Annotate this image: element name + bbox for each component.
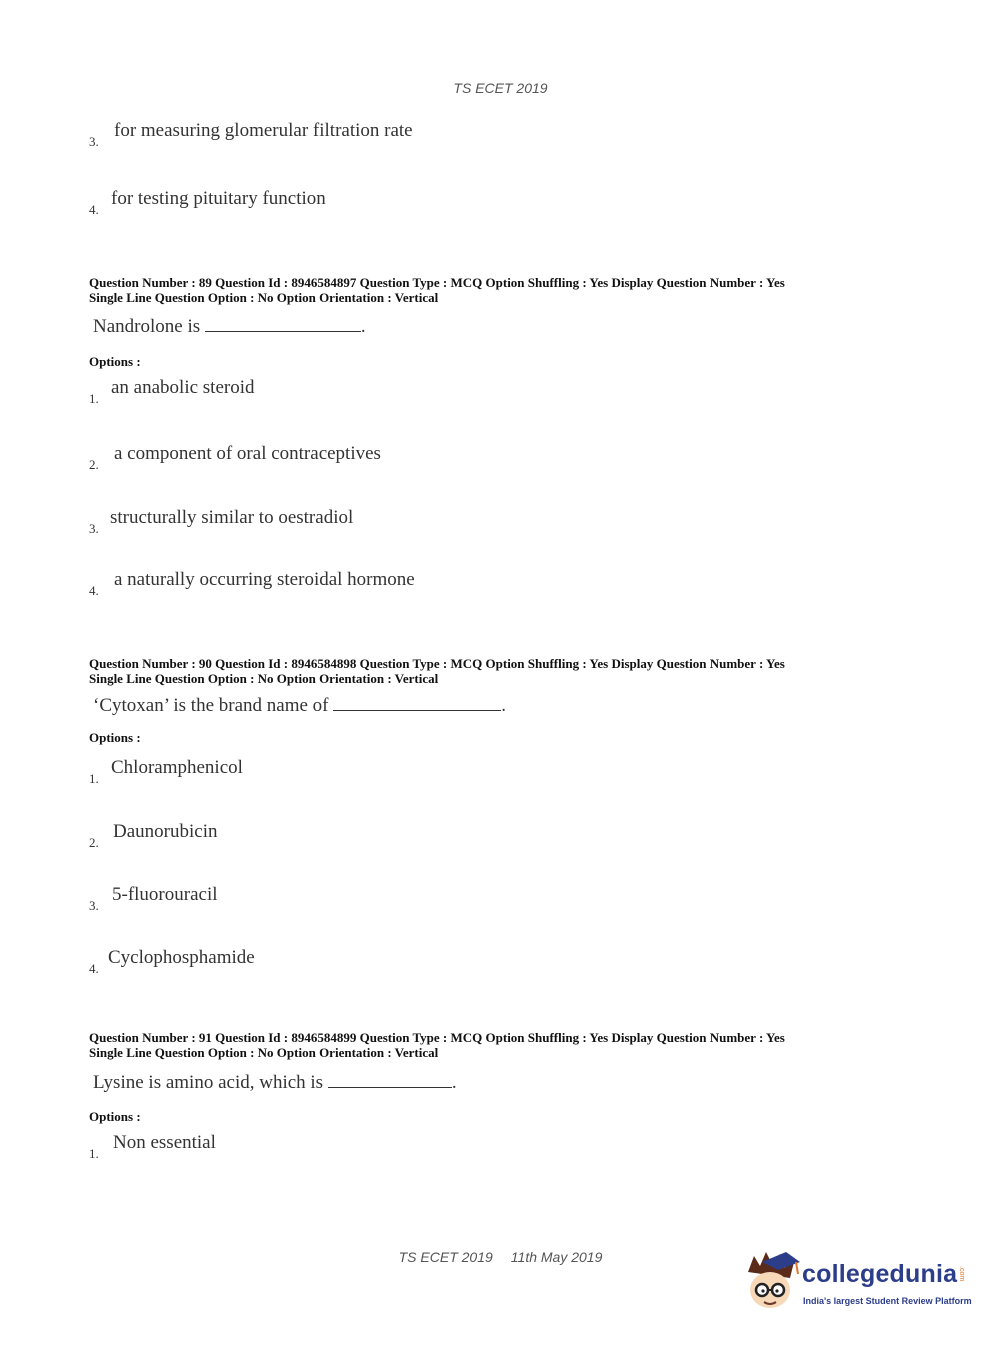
- option-number: 1.: [89, 771, 99, 786]
- option-number: 4.: [89, 961, 99, 976]
- options-label: Options :: [89, 1109, 141, 1124]
- page-header: TS ECET 2019: [453, 80, 548, 96]
- q89-option-3: [89, 507, 789, 537]
- question-text-90: [93, 693, 506, 717]
- question-text-91: [93, 1070, 457, 1094]
- q90-option-4: [89, 947, 789, 977]
- q89-option-1: [89, 377, 789, 407]
- option-number: 2.: [89, 835, 99, 850]
- logo-com: .com: [958, 1266, 965, 1282]
- question-meta-91: [89, 1030, 909, 1060]
- question-meta-line: Single Line Question Option : No Option Orientation : Vertical: [89, 671, 439, 686]
- question-text-89: [93, 314, 366, 338]
- option-text: Daunorubicin: [113, 821, 218, 842]
- question-meta-line: Single Line Question Option : No Option Orientation : Vertical: [89, 1045, 439, 1060]
- options-label: Options :: [89, 730, 141, 745]
- option-text: Chloramphenicol: [111, 757, 243, 778]
- collegedunia-logo: [740, 1250, 970, 1320]
- option-text: an anabolic steroid: [111, 377, 255, 398]
- q89-option-4: [89, 569, 789, 599]
- option-number: 4.: [89, 202, 99, 217]
- option-text: for testing pituitary function: [111, 188, 326, 209]
- question-text-after: .: [360, 316, 366, 337]
- option-number: 4.: [89, 583, 99, 598]
- question-text-after: .: [501, 695, 506, 716]
- option-number: 1.: [89, 1146, 99, 1161]
- option-number: 2.: [89, 457, 99, 472]
- q91-option-1: [89, 1132, 789, 1162]
- q90-option-1: [89, 757, 789, 787]
- prev-option-4: [89, 188, 789, 218]
- answer-blank: [328, 1070, 452, 1088]
- question-text-before: Nandrolone is: [93, 316, 205, 337]
- question-meta-line: Question Number : 89 Question Id : 8946584897 Question Type : MCQ Option Shuffling : Yes Display Question Number : Yes: [89, 275, 785, 290]
- question-text-after: .: [451, 1072, 457, 1093]
- question-meta-line: Single Line Question Option : No Option Orientation : Vertical: [89, 290, 439, 305]
- logo-brand: collegedunia: [802, 1260, 958, 1288]
- logo-tagline: India's largest Student Review Platform: [803, 1296, 972, 1306]
- q89-option-2: [89, 443, 789, 473]
- footer-exam: TS ECET 2019: [398, 1249, 493, 1265]
- option-number: 1.: [89, 391, 99, 406]
- mascot-icon: [740, 1250, 802, 1316]
- option-number: 3.: [89, 898, 99, 913]
- answer-blank: [205, 314, 361, 332]
- option-text: Cyclophosphamide: [108, 947, 255, 968]
- prev-option-3: [89, 120, 789, 150]
- option-text: a naturally occurring steroidal hormone: [114, 569, 415, 590]
- q90-option-3: [89, 884, 789, 914]
- answer-blank: [333, 693, 501, 711]
- question-meta-89: [89, 275, 909, 305]
- option-number: 3.: [89, 521, 99, 536]
- option-text: Non essential: [113, 1132, 216, 1153]
- option-text: a component of oral contraceptives: [114, 443, 381, 464]
- option-text: 5-fluorouracil: [112, 884, 218, 905]
- question-meta-90: [89, 656, 909, 686]
- options-label: Options :: [89, 354, 141, 369]
- footer-date: 11th May 2019: [510, 1249, 603, 1265]
- option-text: for measuring glomerular filtration rate: [114, 120, 413, 141]
- option-number: 3.: [89, 134, 99, 149]
- question-text-before: ‘Cytoxan’ is the brand name of: [93, 695, 334, 716]
- question-text-before: Lysine is amino acid, which is: [93, 1072, 328, 1093]
- q90-option-2: [89, 821, 789, 851]
- option-text: structurally similar to oestradiol: [110, 507, 354, 528]
- question-meta-line: Question Number : 90 Question Id : 8946584898 Question Type : MCQ Option Shuffling : Yes Display Question Number : Yes: [89, 656, 785, 671]
- question-meta-line: Question Number : 91 Question Id : 8946584899 Question Type : MCQ Option Shuffling : Yes Display Question Number : Yes: [89, 1030, 785, 1045]
